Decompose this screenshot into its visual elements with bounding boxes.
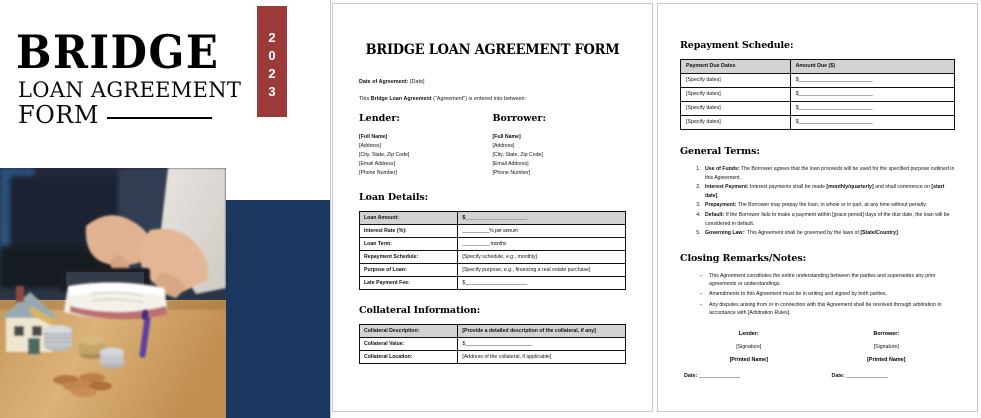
lender-heading: Lender: — [359, 113, 400, 124]
signature-section — [680, 331, 955, 371]
lender-date-field[interactable] — [680, 373, 818, 379]
borrower-date-label: Date: — [831, 372, 847, 379]
borrower-full-name[interactable]: [Full Name] — [492, 134, 521, 140]
column-header-payment-due-dates: Payment Due Dates — [681, 60, 791, 74]
interest-rate-label: Interest Rate (%): — [360, 225, 458, 238]
term-label-governing-law: Governing Law: — [705, 230, 745, 237]
loan-amount-value[interactable]: $_______________________ — [458, 212, 626, 225]
repayment-schedule-label: Repayment Schedule: — [360, 251, 458, 264]
collateral-value-value[interactable]: $_________________________ — [458, 338, 626, 351]
borrower-city-state-zip[interactable]: [City, State, Zip Code] — [492, 152, 543, 158]
page-3-content — [658, 4, 977, 411]
late-payment-fee-value[interactable]: $_______________________ — [458, 277, 626, 290]
amount-due-3[interactable]: $___________________________ — [790, 102, 954, 116]
term-label-prepayment: Prepayment: — [705, 202, 737, 209]
list-item — [702, 183, 955, 200]
loan-details-table[interactable] — [359, 211, 626, 290]
borrower-printed-name-field[interactable]: [Printed Name] — [867, 356, 906, 363]
year-digit-3: 2 — [268, 66, 276, 81]
table-row[interactable] — [360, 325, 626, 338]
lender-city-state-zip[interactable]: [City, State, Zip Code] — [359, 152, 410, 158]
lender-address[interactable]: [Address] — [359, 143, 381, 149]
lender-signature-heading: Lender: — [738, 330, 759, 337]
closing-notes-list — [700, 272, 955, 318]
term-label-default: Default: — [705, 211, 725, 218]
payment-due-date-1[interactable]: [Specify dates] — [681, 74, 791, 88]
column-header-amount-due: Amount Due ($) — [790, 60, 954, 74]
repayment-schedule-table[interactable] — [680, 59, 955, 130]
brand-subtitle-line2: FORM — [18, 101, 99, 129]
payment-due-date-2[interactable]: [Specify dates] — [681, 88, 791, 102]
intro-line — [359, 95, 626, 103]
cover-photo — [0, 168, 226, 418]
table-row[interactable] — [681, 116, 955, 130]
list-item — [702, 165, 955, 182]
collateral-information-table[interactable] — [359, 324, 626, 364]
table-row[interactable] — [360, 225, 626, 238]
list-item — [702, 211, 955, 228]
borrower-signature-column — [818, 331, 956, 371]
parties-section — [359, 113, 626, 178]
table-row[interactable] — [360, 277, 626, 290]
term-label-interest-payment: Interest Payment: — [705, 184, 749, 191]
brand-underline-rule — [107, 117, 212, 119]
lender-date-line: _______________ — [698, 372, 740, 379]
borrower-signature-field[interactable]: [Signature] — [873, 343, 899, 350]
list-item — [702, 229, 955, 238]
general-terms-heading: General Terms: — [680, 146, 760, 157]
table-row[interactable] — [360, 264, 626, 277]
intro-suffix: ("Agreement") is entered into between: — [431, 96, 526, 102]
amount-due-1[interactable]: $___________________________ — [790, 74, 954, 88]
collateral-description-label: Collateral Description: — [360, 325, 458, 338]
lender-column — [359, 113, 493, 178]
cover-page[interactable] — [0, 0, 331, 418]
table-row[interactable] — [360, 251, 626, 264]
intro-prefix: This — [359, 96, 371, 102]
closing-remarks-heading: Closing Remarks/Notes: — [680, 252, 806, 264]
date-of-agreement-value[interactable]: [Date] — [410, 79, 425, 85]
loan-details-heading: Loan Details: — [359, 192, 428, 203]
late-payment-fee-label: Late Payment Fee: — [360, 277, 458, 290]
agreement-page-3[interactable] — [657, 3, 978, 412]
lender-signature-column — [680, 331, 818, 371]
table-header-row — [681, 60, 955, 74]
payment-due-date-3[interactable]: [Specify dates] — [681, 102, 791, 116]
loan-term-label: Loan Term: — [360, 238, 458, 251]
table-row[interactable] — [360, 351, 626, 364]
repayment-schedule-heading: Repayment Schedule: — [680, 40, 794, 51]
borrower-date-field[interactable] — [818, 373, 956, 379]
year-digit-4: 3 — [268, 84, 276, 99]
borrower-phone[interactable]: [Phone Number] — [492, 170, 531, 176]
cover-header-block — [0, 0, 330, 180]
term-text-default: If the Borrower fails to make a payment within [grace period] days of the due date, the loan will be considered in default. — [705, 211, 950, 227]
table-row[interactable] — [360, 212, 626, 225]
interest-rate-value[interactable]: __________% per annum — [458, 225, 626, 238]
term-text-use-of-funds: The Borrower agrees that the loan proceeds will be used for the specified purpose outlined in this Agreement. — [705, 166, 955, 181]
lender-date-label: Date: — [684, 372, 699, 379]
borrower-address[interactable]: [Address] — [492, 143, 515, 149]
lender-email[interactable]: [Email Address] — [359, 161, 396, 167]
term-label-use-of-funds: Use of Funds: — [705, 166, 740, 172]
collateral-description-value[interactable]: [Provide a detailed description of the collateral, if any] — [458, 325, 626, 338]
list-item: - Amendments to this Agreement must be in writing and signed by both parties. — [700, 290, 955, 299]
loan-term-value[interactable]: __________ months — [458, 238, 626, 251]
term-text-interest-payment: Interest payments shall be made [monthly/quarterly] and shall commence on [start date]. — [705, 184, 945, 199]
term-text-governing-law: : This Agreement shall be governed by the laws of [State/Country]. — [744, 230, 900, 237]
brand-subtitle-line1: LOAN AGREEMENT — [18, 78, 242, 102]
term-text-prepayment: The Borrower may prepay the loan, in whole or in part, at any time without penalty. — [736, 202, 927, 209]
cover-navy-accent-block — [226, 200, 331, 418]
lender-phone[interactable]: [Phone Number] — [359, 170, 397, 176]
collateral-information-heading: Collateral Information: — [359, 305, 481, 316]
agreement-page-2[interactable] — [332, 3, 653, 412]
list-item: - Any disputes arising from or in connection with this Agreement shall be resolved through arbitration in accordance with [Arbitration Rules]. — [700, 301, 955, 318]
intro-agreement-name: Bridge Loan Agreement — [370, 96, 432, 102]
collateral-value-label: Collateral Value: — [360, 338, 458, 351]
amount-due-2[interactable]: $___________________________ — [790, 88, 954, 102]
table-row[interactable] — [360, 238, 626, 251]
signature-date-row — [680, 373, 955, 379]
amount-due-4[interactable]: $___________________________ — [790, 116, 954, 130]
repayment-schedule-value[interactable]: [Specify schedule, e.g., monthly] — [458, 251, 626, 264]
collateral-location-value[interactable]: [Address of the collateral, if applicable] — [458, 351, 626, 364]
table-row[interactable] — [360, 338, 626, 351]
cover-photo-illustration — [0, 168, 226, 418]
purpose-of-loan-value[interactable]: [Specify purpose, e.g., financing a real estate purchase] — [458, 264, 626, 277]
year-digit-2: 0 — [268, 48, 276, 63]
collateral-location-label: Collateral Location: — [360, 351, 458, 364]
payment-due-date-4[interactable]: [Specify dates] — [681, 116, 791, 130]
table-row[interactable] — [681, 102, 955, 116]
year-digit-1: 2 — [268, 30, 276, 45]
page-title: BRIDGE LOAN AGREEMENT FORM — [365, 42, 620, 58]
table-row[interactable] — [681, 88, 955, 102]
date-of-agreement-label: Date of Agreement: — [359, 79, 409, 85]
brand-title: BRIDGE — [16, 25, 220, 79]
borrower-email[interactable]: [Email Address] — [492, 161, 529, 167]
year-badge — [257, 6, 287, 117]
borrower-column — [493, 113, 627, 178]
borrower-signature-heading: Borrower: — [873, 330, 900, 337]
lender-full-name[interactable]: [Full Name] — [359, 134, 388, 140]
list-item: - This Agreement constitutes the entire understanding between the parties and supersedes any prior agreements or understandings. — [700, 272, 955, 289]
loan-amount-label: Loan Amount: — [360, 212, 458, 225]
lender-signature-field[interactable]: [Signature] — [736, 343, 762, 350]
lender-printed-name-field[interactable]: [Printed Name] — [729, 356, 768, 363]
purpose-of-loan-label: Purpose of Loan: — [360, 264, 458, 277]
borrower-date-line: _______________ — [846, 372, 888, 379]
general-terms-list — [702, 165, 955, 238]
table-row[interactable] — [681, 74, 955, 88]
page-2-content — [333, 4, 652, 411]
list-item — [702, 201, 955, 210]
date-of-agreement-line — [359, 78, 626, 86]
borrower-heading: Borrower: — [492, 113, 546, 124]
